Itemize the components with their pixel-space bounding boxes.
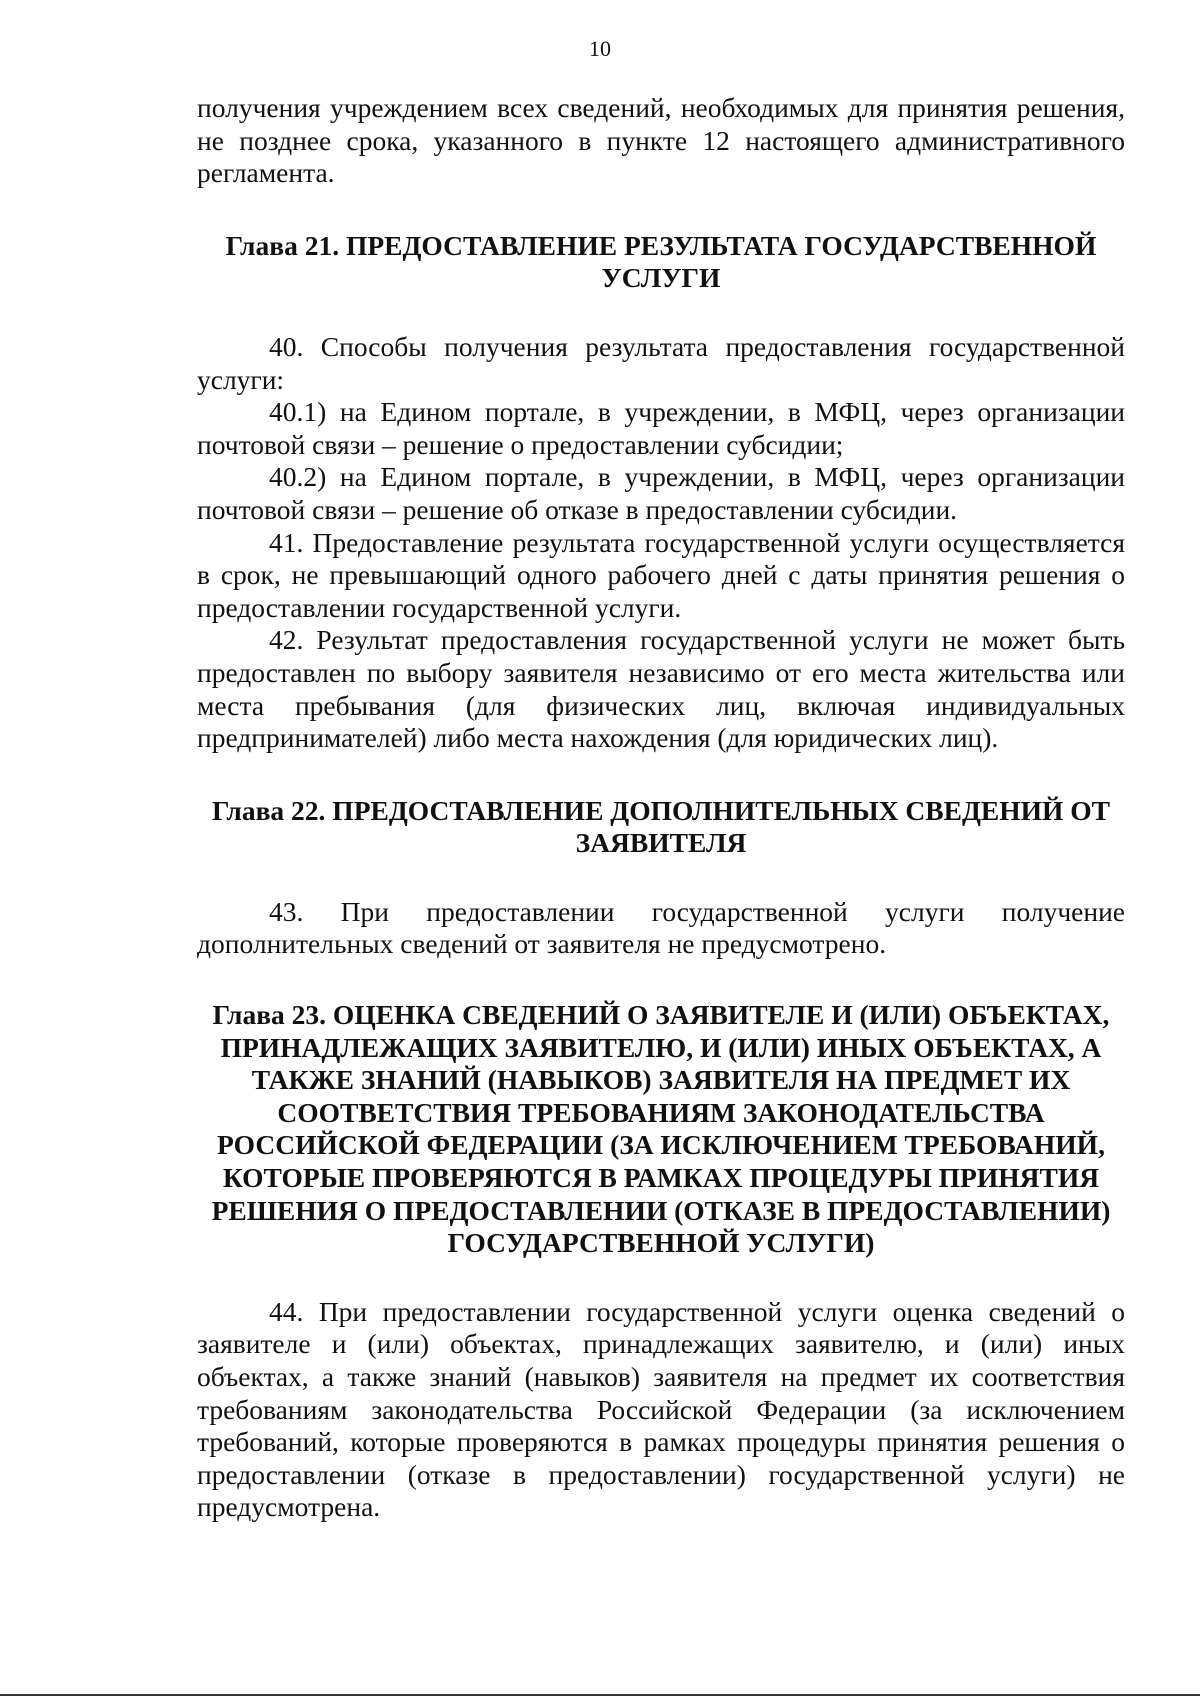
clause-43: 43. При предоставлении государственной услуги получение дополнительных сведений от заявителя не предусмотрено. (197, 895, 1125, 960)
page-number: 10 (589, 36, 611, 61)
clause-41: 41. Предоставление результата государственной услуги осуществляется в срок, не превышающий одного рабочего дней с даты принятия решения о предоставлении государственной услуги. (197, 526, 1125, 623)
page-content (197, 92, 1125, 1524)
scan-edge-line (0, 1694, 1200, 1696)
clause-40: 40. Способы получения результата предоставления государственной услуги: (197, 330, 1125, 395)
clause-44: 44. При предоставлении государственной услуги оценка сведений о заявителе и (или) объектах, принадлежащих заявителю, и (или) иных объектах, а также знаний (навыков) заявителя на предмет их соответствия требованиям законодательства Российской Федерации (за исключением требований, которые проверяются в рамках процедуры принятия решения о предоставлении (отказе в предоставлении) государственной услуги) не предусмотрена. (197, 1295, 1125, 1523)
chapter-23-heading: Глава 23. ОЦЕНКА СВЕДЕНИЙ О ЗАЯВИТЕЛЕ И (ИЛИ) ОБЪЕКТАХ, ПРИНАДЛЕЖАЩИХ ЗАЯВИТЕЛЮ, И (ИЛИ) ИНЫХ ОБЪЕКТАХ, А ТАКЖЕ ЗНАНИЙ (НАВЫКОВ) ЗАЯВИТЕЛЯ НА ПРЕДМЕТ ИХ СООТВЕТСТВИЯ ТРЕБОВАНИЯМ ЗАКОНОДАТЕЛЬСТВА РОССИЙСКОЙ ФЕДЕРАЦИИ (ЗА ИСКЛЮЧЕНИЕМ ТРЕБОВАНИЙ, КОТОРЫЕ ПРОВЕРЯЮТСЯ В РАМКАХ ПРОЦЕДУРЫ ПРИНЯТИЯ РЕШЕНИЯ О ПРЕДОСТАВЛЕНИИ (ОТКАЗЕ В ПРЕДОСТАВЛЕНИИ) ГОСУДАРСТВЕННОЙ УСЛУГИ) (211, 999, 1111, 1259)
intro-paragraph: получения учреждением всех сведений, необходимых для принятия решения, не позднее срока, указанного в пункте 12 настоящего административного регламента. (197, 92, 1125, 189)
chapter-22-heading: Глава 22. ПРЕДОСТАВЛЕНИЕ ДОПОЛНИТЕЛЬНЫХ СВЕДЕНИЙ ОТ ЗАЯВИТЕЛЯ (212, 794, 1110, 859)
clause-40-2: 40.2) на Едином портале, в учреждении, в МФЦ, через организации почтовой связи – решение об отказе в предоставлении субсидии. (197, 461, 1125, 525)
chapter-21-heading: Глава 21. ПРЕДОСТАВЛЕНИЕ РЕЗУЛЬТАТА ГОСУДАРСТВЕННОЙ УСЛУГИ (225, 229, 1097, 294)
clause-40-1: 40.1) на Едином портале, в учреждении, в МФЦ, через организации почтовой связи – решение о предоставлении субсидии; (197, 396, 1125, 460)
clause-42: 42. Результат предоставления государственной услуги не может быть предоставлен по выбору заявителя независимо от его места жительства или места пребывания (для физических лиц, включая индивидуальных предпринимателей) либо места нахождения (для юридических лиц). (197, 624, 1125, 754)
